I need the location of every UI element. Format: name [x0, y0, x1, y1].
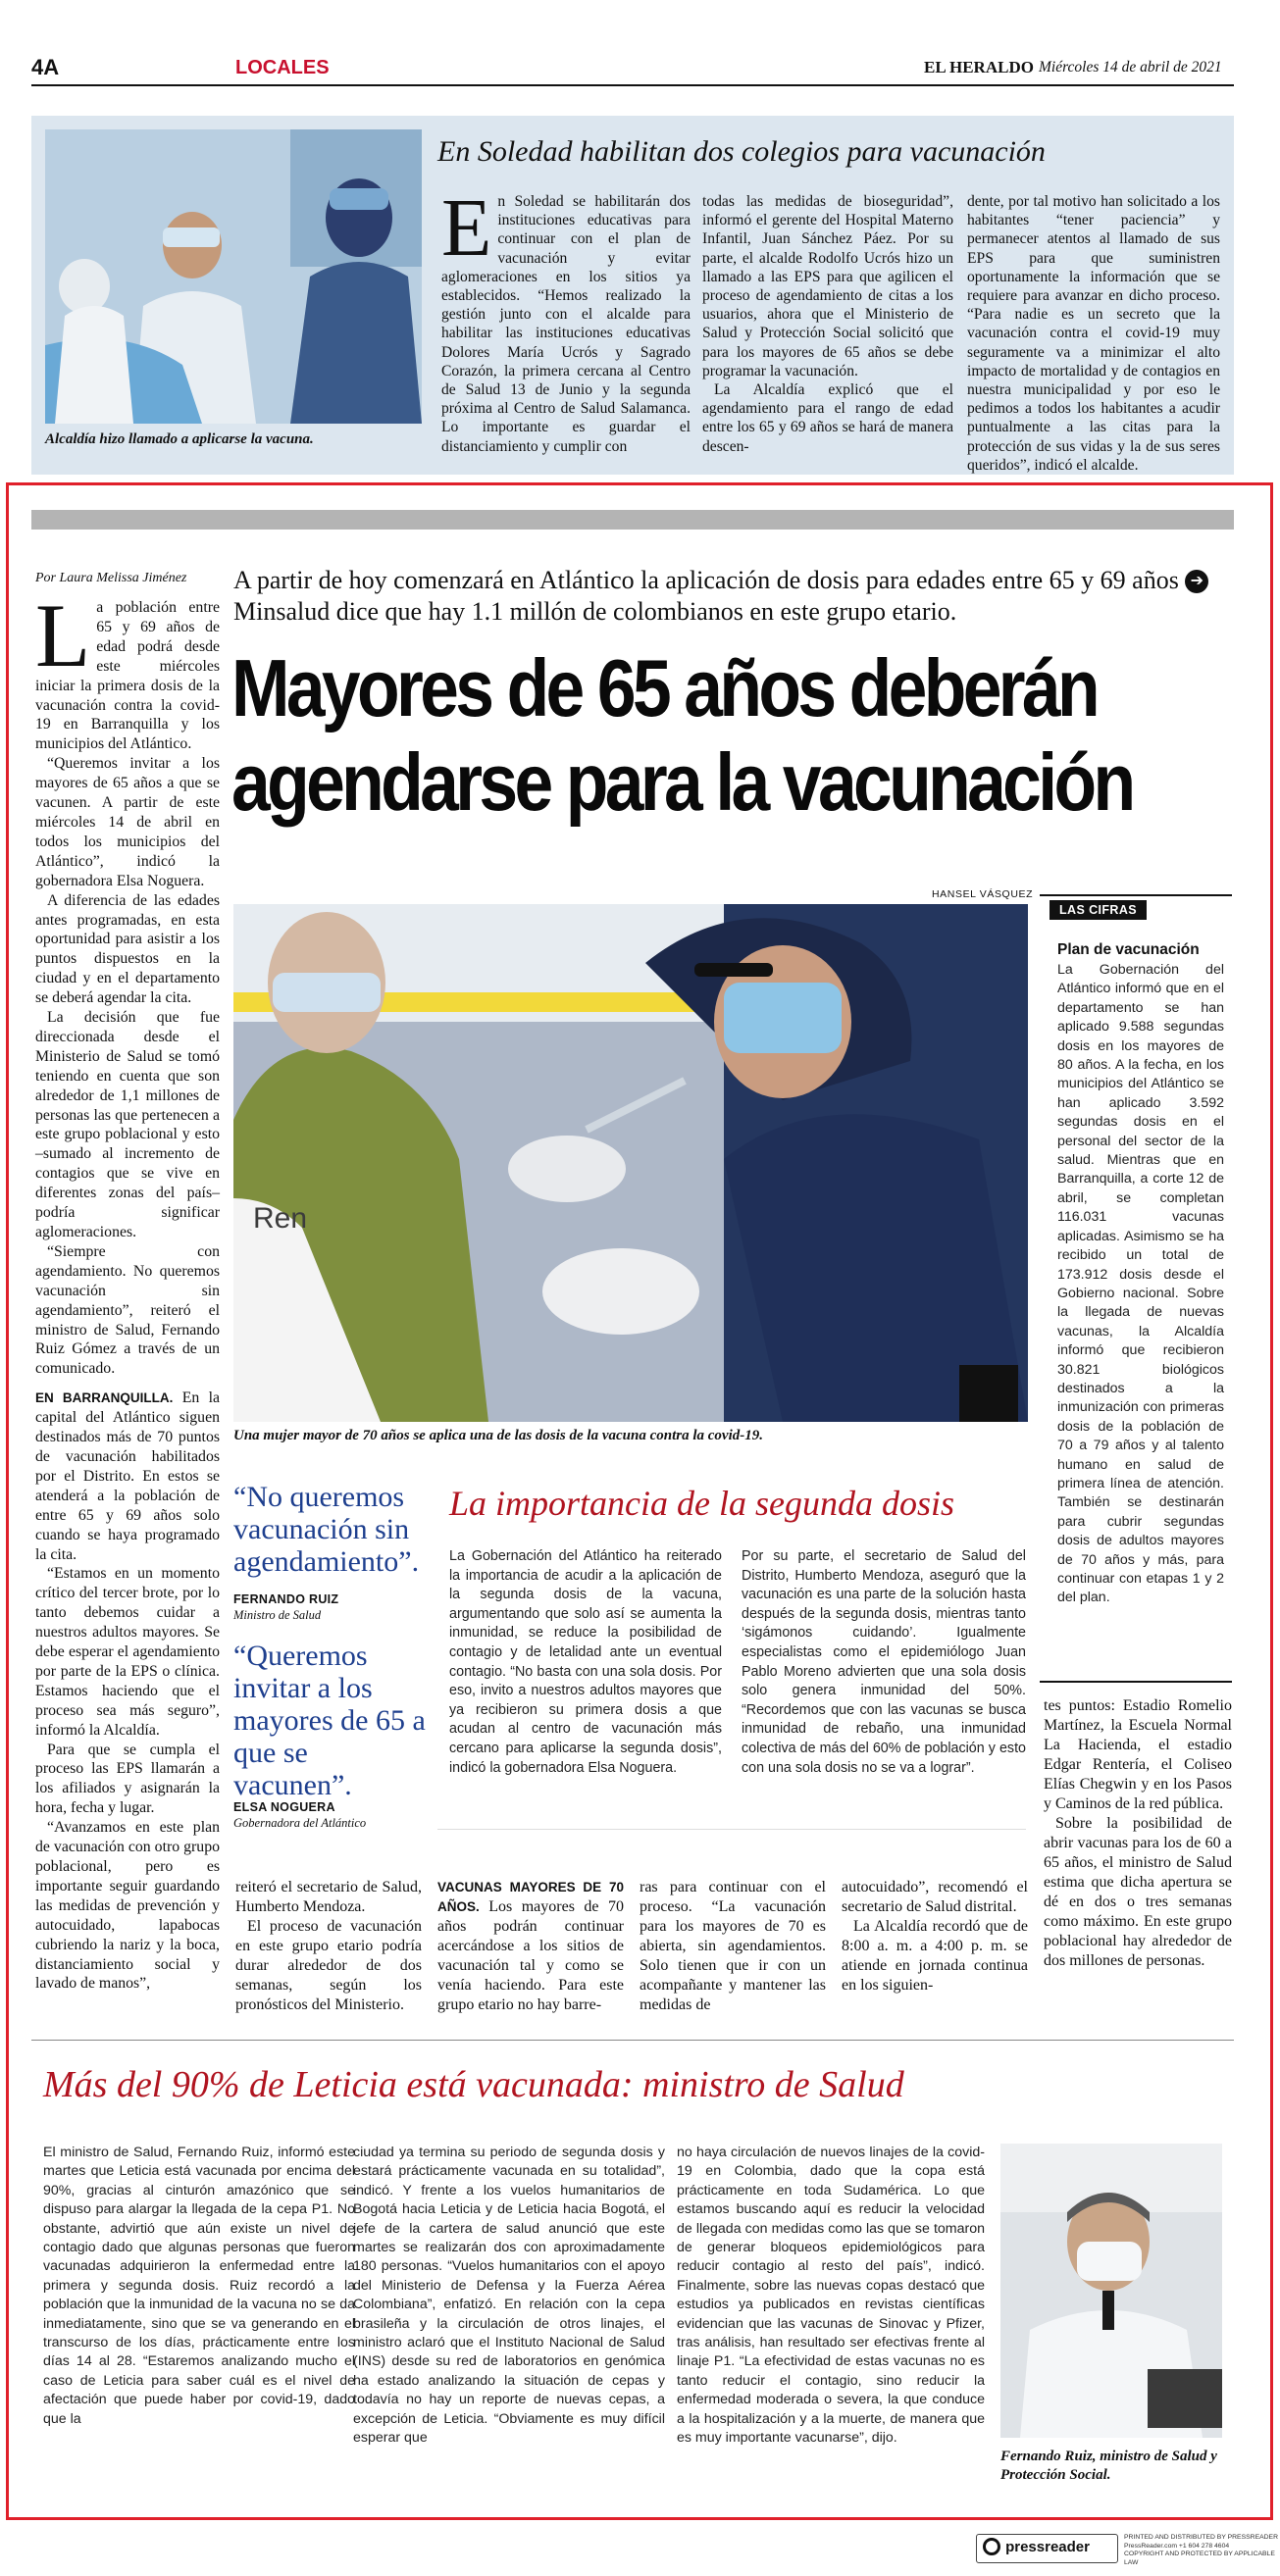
sub-headline: La importancia de la segunda dosis [449, 1484, 955, 1523]
sub-col1 [449, 1547, 722, 1778]
bottom-col1b-text: El proceso de vacunación en este grupo etario podría durar alrededor de dos semanas, según los pronósticos del Ministerio. [235, 1918, 422, 2013]
main-left-p6: En la capital del Atlántico siguen destinados más de 70 puntos de vacunación habilitados por el Distrito. En estos se atenderá a la población de entre 65 y 69 años solo cuando se haya programado la cita. [35, 1389, 220, 1563]
kicker-barranquilla: EN BARRANQUILLA. [35, 1390, 174, 1406]
pressreader-brand: pressreader [1005, 2539, 1090, 2555]
footer-line2: PressReader.com +1 604 278 4604 [1124, 2542, 1230, 2550]
leticia-col2-text: ciudad ya termina su periodo de segunda dosis y estará prácticamente vacunada en su totalidad”, indicó. Y frente a los vuelos humanitarios de Bogotá hacia Leticia y de Leticia hacia Bogotá, el jefe de la cartera de salud anunció que este martes se realizarán dos con aproximadamente 180 personas. “Vuelos humanitarios con el apoyo del Ministerio de Defensa y la Fuerza Aérea Colombiana”, enfatizó. En relación con la cepa brasileña y la circulación de otros linajes, el ministro aclaró que el Instituto Nacional de Salud (INS) desde su red de laboratorios en genómica ha estado analizando la situación de cepas y todavía no hay un reporte de nuevas cepas, a excepción de Leticia. “Obviamente es muy difícil esperar que [353, 2145, 665, 2447]
bottom-col1 [235, 1878, 422, 2015]
vaccine-injection-image [233, 904, 1028, 1422]
minister-portrait-image [1000, 2144, 1222, 2438]
sidebar-title: Plan de vacunación [1057, 941, 1200, 958]
quote-noguera: “Queremos invitar a los mayores de 65 a que se vacunen”. [233, 1640, 426, 1801]
top-story-text-3: dente, por tal motivo han solicitado a los habitantes “tener paciencia” y permanecer atentos al llamado de sus EPS para que suministren oportunamente la información que se requiere para avanzar en dicho proceso. “Para nadie es un secreto que la vacunación contra el covid-19 muy seguramente va a minimizar el alto impacto de mortalidad y de contagios en nuestra municipalidad y por eso le pedimos a todos los habitantes a acudir puntualmente a las citas para la protección de sus vidas y la de sus seres queridos”, indicó el alcalde. [967, 193, 1220, 474]
byline: Por Laura Melissa Jiménez [35, 571, 187, 585]
leticia-col1 [43, 2144, 355, 2429]
top-story-col3 [967, 192, 1220, 475]
top-story-col2 [702, 192, 953, 456]
header-rule [31, 84, 1234, 86]
section-name: LOCALES [235, 57, 330, 78]
page-number: 4A [31, 55, 60, 79]
sidebar-tag: LAS CIFRAS [1050, 900, 1147, 920]
top-story-photo [45, 129, 422, 424]
minister-photo [1000, 2144, 1222, 2438]
top-story-text-2: todas las medidas de bioseguridad”, informó el gerente del Hospital Materno Infantil, Juan Sánchez Páez. Por su parte, el alcalde Rodolfo Ucrós hizo un llamado a las EPS para que agilicen el proceso de agendamiento de citas a los usuarios, ahora que el Ministerio de Salud y Protección Social solicitó que para los mayores de 65 años se debe programar la vacunación. [702, 193, 953, 379]
gray-rule [31, 510, 1234, 530]
main-left-p7: “Estamos en un momento crítico del tercer brote, por lo tanto debemos cuidar a nuestros adultos mayores. Se debe esperar el agendamiento por parte de la EPS o clínica. Estamos haciendo que el proceso sea más seguro”, informó la Alcaldía. [35, 1565, 220, 1739]
sidebar-top-rule [1040, 894, 1232, 896]
sidebar-text [1057, 961, 1224, 1608]
bottom-col4 [842, 1878, 1028, 1995]
top-story-caption: Alcaldía hizo llamado a aplicarse la vacuna. [45, 431, 314, 447]
main-left-p9: “Avanzamos en este plan de vacunación con otro grupo poblacional, pero es importante seguir guardando las medidas de prevención y autocuidado, lapabocas cubriendo la nariz y la boca, distanciamiento social y lavado de manos”, [35, 1819, 220, 1993]
main-left-p5: “Siempre con agendamiento. No queremos vacunación sin agendamiento”, reiteró el ministro de Salud, Fernando Ruiz Gómez a través de un comunicado. [35, 1242, 220, 1378]
leticia-col2 [353, 2144, 665, 2449]
leticia-col1-text: El ministro de Salud, Fernando Ruiz, informó este martes que Leticia está vacunada por encima del 90%, gracias al cinturón amazónico que se dispuso para alargar la llegada de la cepa P1. No obstante, advirtió que aún existe un nivel de contagio dado que algunas personas que fueron vacunadas adquirieron la enfermedad entre la primera y segunda dosis. Ruiz recordó a la población que la inmunidad de la vacuna no se da inmediatamente, sino que se va generando en el transcurso de los días, prácticamente entre los días 14 al 28. “Estaremos analizando mucho el caso de Leticia para saber cuál es el nivel de afectación que puede haber por covid-19, dado que la [43, 2145, 355, 2427]
top-story-text-2b: La Alcaldía explicó que el agendamiento para el rango de edad entre los 65 y 69 años se hará de manera descen- [702, 381, 953, 455]
quote-noguera-name: ELSA NOGUERA [233, 1800, 335, 1814]
deck-text-2: Minsalud dice que hay 1.1 millón de colombianos en este grupo etario. [233, 597, 957, 626]
minister-photo-caption: Fernando Ruiz, ministro de Salud y Protección Social. [1000, 2449, 1217, 2483]
quote-ruiz: “No queremos vacunación sin agendamiento”. [233, 1481, 420, 1578]
bottom-col2-text: Los mayores de 70 años podrán continuar acercándose a los sitios de vacunación tal y como se venía haciendo. Para este grupo etario no hay barre- [437, 1898, 624, 2013]
leticia-rule [31, 2040, 1234, 2041]
photo-credit: HANSEL VÁSQUEZ [932, 888, 1034, 900]
bottom-col2 [437, 1878, 624, 2015]
top-story-text-1: n Soledad se habilitarán dos instituciones educativas para continuar con el plan de vacunación y evitar aglomeraciones en los sitios ya establecidos. “Hemos realizado la gestión junto con el alcalde para habilitar las instituciones educativas Dolores María Ucrós y Sagrado Corazón, la primera cercana al Centro de Salud 13 de Junio y la segunda próxima al Centro de Salud Salamanca. Lo importante es guardar el distanciamiento y cumplir con [441, 193, 691, 455]
main-headline [231, 641, 1133, 830]
right-col [1044, 1696, 1232, 1971]
sub-col2-text: Por su parte, el secretario de Salud del Distrito, Humberto Mendoza, aseguró que la vacunación es una parte de la solución hasta después de la segunda dosis, mientras tanto ‘sigámonos cuidando’. Igualmente especialistas como el epidemiólogo Juan Pablo Moreno advierten que una sola dosis solo genera inmunidad del 50%. “Recordemos que con las vacunas se busca inmunidad de rebaño, una inmunidad colectiva de más del 60% de población y esto con una sola dosis no se va a lograr”. [742, 1548, 1026, 1776]
issue-date: Miércoles 14 de abril de 2021 [1039, 59, 1222, 76]
deck-text: A partir de hoy comenzará en Atlántico la aplicación de dosis para edades entre 65 y 69 años [233, 566, 1179, 594]
pressreader-logo [976, 2534, 1118, 2563]
newspaper-name: EL HERALDO [924, 58, 1034, 76]
main-drop-cap: L [35, 585, 91, 685]
leticia-headline: Más del 90% de Leticia está vacunada: ministro de Salud [43, 2064, 904, 2105]
sub-col1-text: La Gobernación del Atlántico ha reiterado la importancia de acudir a la aplicación de la segunda dosis de la vacuna, argumentando que solo así se aumenta la inmunidad, se reduce la posibilidad de contagio y de letalidad ante un eventual contagio. “No basta con una sola dosis. Por eso, invito a nuestros adultos mayores que ya recibieron su primera dosis a que acudan al centro de vacunación más cercano para aplicarse la segunda dosis”, indicó la gobernadora Elsa Noguera. [449, 1548, 722, 1776]
main-left-p2: “Queremos invitar a los mayores de 65 años a que se vacunen. A partir de este miércoles 14 de abril en todos los municipios del Atlántico”, indicó la gobernadora Elsa Noguera. [35, 755, 220, 889]
pressreader-icon [983, 2538, 1000, 2555]
main-left-p3: A diferencia de las edades antes programadas, en esta oportunidad para asistir a los puntos dispuestos en la ciudad y en el departamento se deberá agendar la cita. [35, 891, 220, 1007]
sub-col2 [742, 1547, 1026, 1778]
right-col-text: tes puntos: Estadio Romelio Martínez, la Escuela Normal La Hacienda, el estadio Edgar Rentería, el Coliseo Elías Chegwin y en los Pasos y Caminos de la red pública. [1044, 1697, 1232, 1812]
kicker-mayores-70: VACUNAS MAYORES DE 70 AÑOS. [437, 1880, 624, 1914]
deck [233, 565, 1234, 628]
main-left-p1: a población entre 65 y 69 años de edad podrá desde este miércoles iniciar la primera dosis de la vacunación contra la covid-19 en Barranquilla y los municipios del Atlántico. [35, 599, 220, 753]
quote-ruiz-role: Ministro de Salud [233, 1608, 322, 1622]
vaccination-scene-image [45, 129, 422, 424]
bottom-col4-text: autocuidado”, recomendó el secretario de Salud distrital. [842, 1879, 1028, 1915]
bottom-col3-text: ras para continuar con el proceso. “La vacunación para los mayores de 70 es abierta, sin agendamientos. Solo tienen que ir con un acompañante y mantener las medidas de [640, 1879, 826, 2013]
sidebar-bottom-rule [1040, 1681, 1232, 1683]
svg-text:Ren: Ren [253, 1202, 308, 1235]
main-headline-line1: Mayores de 65 años deberán [231, 642, 1098, 733]
arrow-icon: ➔ [1185, 570, 1208, 593]
main-left-p8: Para que se cumpla el proceso las EPS llamarán a los afiliados y asignarán la hora, fecha y lugar. [35, 1741, 220, 1817]
leticia-col3 [677, 2144, 985, 2449]
sidebar-text-body: La Gobernación del Atlántico informó que en el departamento se han aplicado 9.588 segundas dosis en los mayores de 80 años. A la fecha, en los municipios del Atlántico se han aplicado 3.592 segundas dosis en el personal del sector de la salud. Mientras que en Barranquilla, a corte 12 de abril, se completan 116.031 vacunas aplicadas. Asimismo se ha recibido un total de 173.912 dosis desde el Gobierno nacional. Sobre la llegada de nuevas vacunas, la Alcaldía informó que recibieron 30.821 biológicos destinados a la inmunización con primeras dosis de la población de 70 a 79 años y al talento humano en salud de primera línea de atención. También se destinarán para cubrir segundas dosis de adultos mayores de 70 años y más, para continuar con etapas 1 y 2 del plan. [1057, 962, 1224, 1606]
quote-noguera-role: Gobernadora del Atlántico [233, 1816, 367, 1830]
top-story-headline: En Soledad habilitan dos colegios para vacunación [437, 135, 1046, 168]
top-story-drop-cap: E [441, 182, 492, 274]
footer-notice [1124, 2534, 1280, 2567]
right-col2-text: Sobre la posibilidad de abrir vacunas para los de 60 a 65 años, el ministro de Salud estima que dicha apertura se dé en dos o tres semanas como máximo. En este grupo poblacional hay alrededor de dos millones de personas. [1044, 1815, 1232, 1969]
main-left-p4: La decisión que fue direccionada desde el Ministerio de Salud se tomó teniendo en cuenta que son alrededor de 1,1 millones de personas las que pertenecen a este grupo poblacional y esto –sumado al incremento de contagios que se vive en diferentes zonas del país– podría significar aglomeraciones. [35, 1009, 220, 1240]
main-headline-line2: agendarse para la vacunación [231, 736, 1133, 828]
quote-ruiz-name: FERNANDO RUIZ [233, 1592, 339, 1606]
bottom-col4b-text: La Alcaldía recordó que de 8:00 a. m. a 4:00 p. m. se atiende en jornada continua en los siguien- [842, 1918, 1028, 1994]
footer-line1: PRINTED AND DISTRIBUTED BY PRESSREADER [1124, 2534, 1278, 2541]
leticia-col3-text: no haya circulación de nuevos linajes de la covid-19 en Colombia, dado que la copa está prácticamente en toda Sudamérica. Lo que estamos buscando aquí es reducir la velocidad de llegada con medidas como las que se tomaron de generar bloqueos epidemiológicos para reducir contagio al resto del país”, indicó. Finalmente, sobre las nuevas copas destacó que estudios ya publicados en revistas científicas evidencian que las vacunas de Sinovac y Pfizer, tras análisis, han resultado ser efectivas frente al linaje P1. “La efectividad de estas vacunas no es tanto reducir el contagio, sino reducir la enfermedad moderada o severa, la que conduce a la hospitalización y a la muerte, de manera que es muy importante vacunarse”, dijo. [677, 2145, 985, 2447]
main-photo [233, 904, 1028, 1422]
main-left-col [35, 585, 220, 1994]
bottom-col1-text: reiteró el secretario de Salud, Humberto Mendoza. [235, 1879, 422, 1915]
top-story-col1 [441, 182, 691, 456]
bottom-col3 [640, 1878, 826, 2015]
main-photo-caption: Una mujer mayor de 70 años se aplica una de las dosis de la vacuna contra la covid-19. [233, 1428, 763, 1443]
footer-line3: COPYRIGHT AND PROTECTED BY APPLICABLE LAW [1124, 2551, 1275, 2566]
